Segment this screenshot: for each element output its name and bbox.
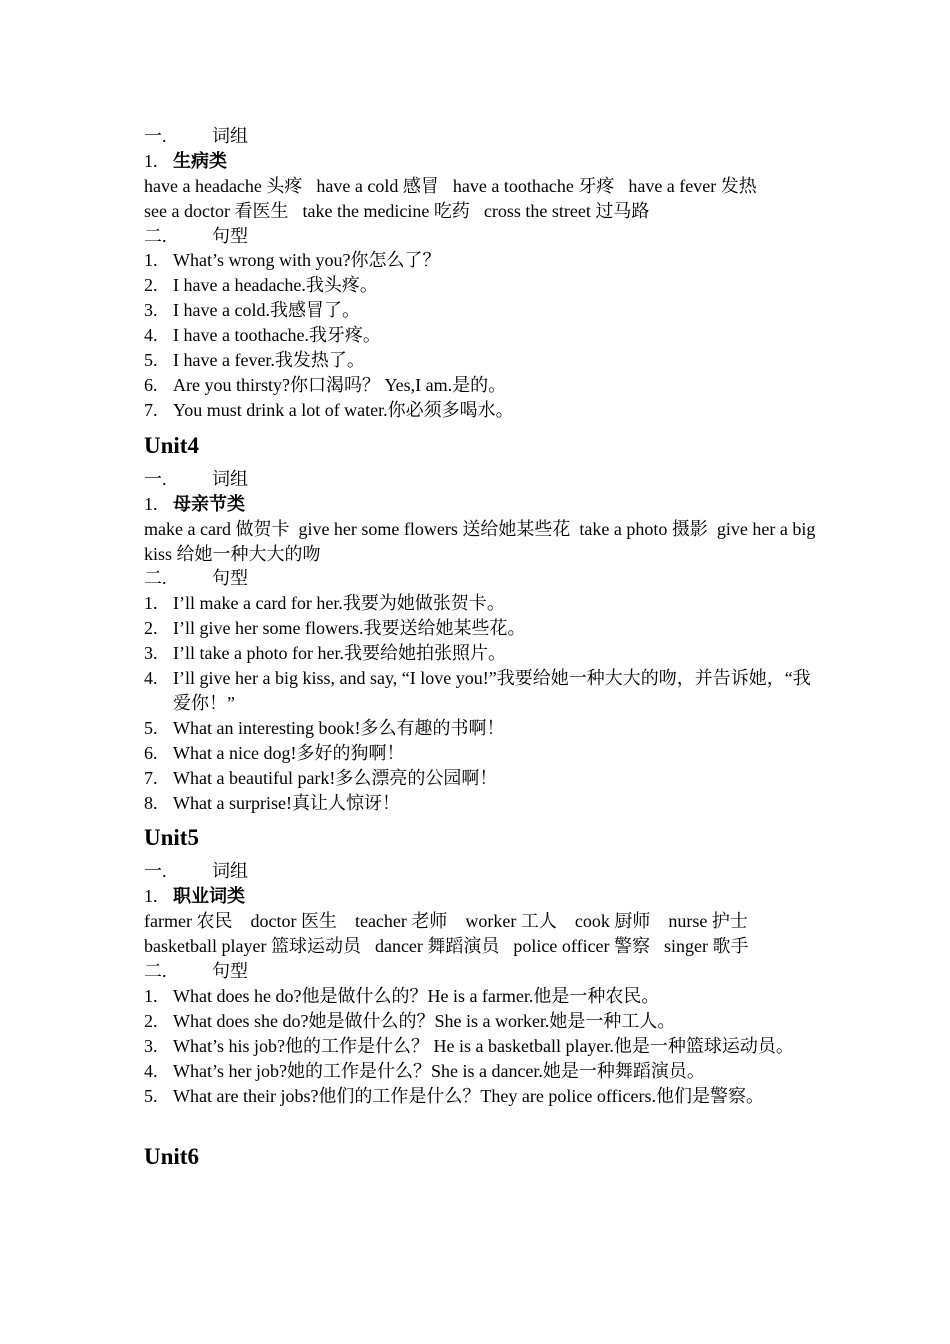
sentence-item: 3. What’s his job?他的工作是什么？ He is a basketball player.他是一种篮球运动员。 (144, 1035, 794, 1056)
sentence-header: 二. 句型 (144, 225, 248, 246)
sentence-item: 4. I have a toothache.我牙疼。 (144, 325, 381, 346)
sentence-item: 1. What’s wrong with you?你怎么了？ (144, 250, 441, 271)
sentence-item: 1. I’ll make a card for her.我要为她做张贺卡。 (144, 593, 505, 614)
vocab-paragraph: make a card 做贺卡 give her some flowers 送给她某些花 take a photo 摄影 give her a big kiss 给她一种大大的吻 (144, 518, 820, 564)
phrase-header: 一. 词组 (144, 468, 248, 489)
vocab-line: farmer 农民 doctor 医生 teacher 老师 worker 工人 cook 厨师 nurse 护士 (144, 911, 748, 932)
category-heading: 1. 母亲节类 (144, 493, 245, 514)
sentence-item: 5. What are their jobs?他们的工作是什么？They are police officers.他们是警察。 (144, 1085, 765, 1106)
vocab-line: basketball player 篮球运动员 dancer 舞蹈演员 police officer 警察 singer 歌手 (144, 936, 749, 957)
sentence-item: 3. I’ll take a photo for her.我要给她拍张照片。 (144, 643, 506, 664)
sentence-item: 7. You must drink a lot of water.你必须多喝水。 (144, 399, 514, 420)
sentence-item: 6. What a nice dog!多好的狗啊！ (144, 742, 405, 763)
sentence-item: 7. What a beautiful park!多么漂亮的公园啊！ (144, 767, 498, 788)
phrase-header: 一. 词组 (144, 861, 248, 882)
sentence-item: 4. I’ll give her a big kiss, and say, “I love you!”我要给她一种大大的吻，并告诉她，“我爱你！” (144, 668, 811, 713)
phrase-header: 一. 词组 (144, 126, 248, 146)
sentence-header: 二. 句型 (144, 568, 248, 589)
sentence-item: 2. I’ll give her some flowers.我要送给她某些花。 (144, 618, 526, 639)
sentence-item: 8. What a surprise!真让人惊讶！ (144, 792, 400, 813)
sentence-item: 2. I have a headache.我头疼。 (144, 275, 378, 296)
sentence-item: 5. What an interesting book!多么有趣的书啊！ (144, 717, 505, 738)
sentence-item: 6. Are you thirsty?你口渴吗？ Yes,I am.是的。 (144, 375, 507, 395)
vocab-line: see a doctor 看医生 take the medicine 吃药 cross the street 过马路 (144, 200, 650, 221)
sentence-item: 2. What does she do?她是做什么的？She is a worker.她是一种工人。 (144, 1010, 676, 1031)
sentence-header: 二. 句型 (144, 961, 248, 982)
sentence-item: 4. What’s her job?她的工作是什么？She is a dancer.她是一种舞蹈演员。 (144, 1060, 705, 1081)
unit-heading: Unit5 (144, 825, 199, 851)
unit-heading: Unit4 (144, 432, 199, 458)
sentence-item: 3. I have a cold.我感冒了。 (144, 300, 360, 321)
document-page (144, 124, 824, 1178)
sentence-item: 1. What does he do?他是做什么的？He is a farmer.他是一种农民。 (144, 985, 660, 1006)
category-heading: 1. 职业词类 (144, 886, 245, 907)
sentence-item: 5. I have a fever.我发热了。 (144, 350, 365, 371)
vocab-line: have a headache 头疼 have a cold 感冒 have a toothache 牙疼 have a fever 发热 (144, 175, 757, 196)
category-heading: 1. 生病类 (144, 150, 227, 171)
unit-heading: Unit6 (144, 1144, 199, 1170)
